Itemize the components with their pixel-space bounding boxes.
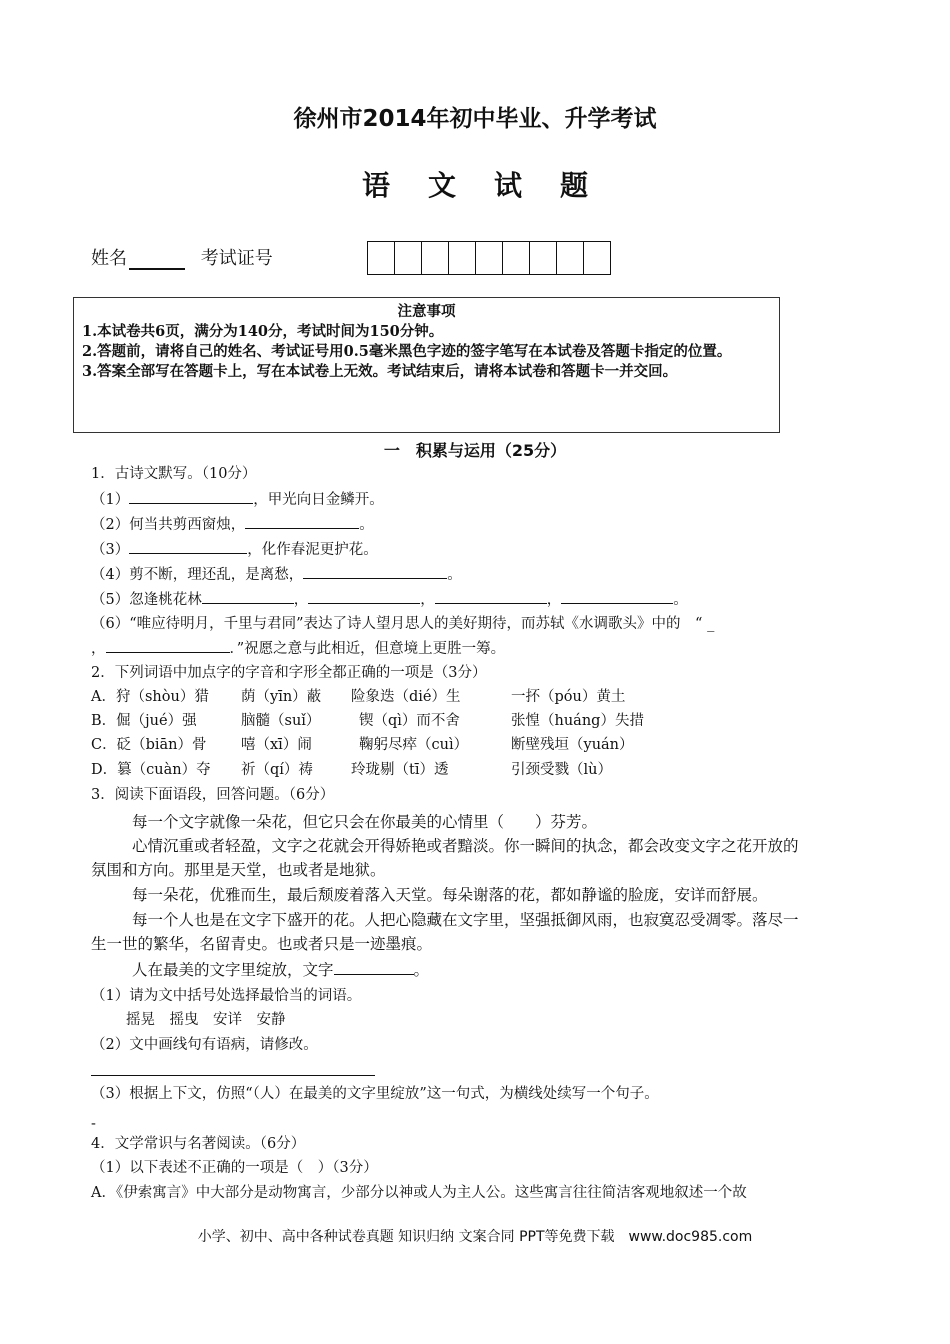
q3-stem: 3．阅读下面语段，回答问题。（6分） xyxy=(91,787,335,803)
answer-blank[interactable] xyxy=(129,537,247,554)
id-box[interactable] xyxy=(584,242,610,274)
id-box[interactable] xyxy=(503,242,530,274)
q2-option-a[interactable]: A．狩（shòu）猎 荫（yīn）蔽 险象迭（dié）生 一抔（póu）黄土 xyxy=(91,689,626,705)
answer-blank[interactable] xyxy=(303,562,447,579)
notice-item: 2.答题前，请将自己的姓名、考试证号用0.5毫米黑色字迹的签字笔写在本试卷及答题卡指定的位置。 xyxy=(82,343,732,360)
answer-blank[interactable] xyxy=(561,587,673,604)
q3-paragraph: 人在最美的文字里绽放，文字 。 xyxy=(132,958,429,982)
id-box[interactable] xyxy=(476,242,503,274)
q3-sub1: （1）请为文中括号处选择最恰当的词语。 xyxy=(91,988,362,1004)
answer-blank[interactable] xyxy=(202,587,294,604)
q2-option-b[interactable]: B．倔（jué）强 脑髓（suǐ） 锲（qì）而不舍 张惶（huáng）失措 xyxy=(91,713,644,729)
dash-mark: - xyxy=(91,1116,96,1132)
q3-sub3: （3）根据上下文，仿照“（人）在最美的文字里绽放”这一句式，为横线处续写一个句子。 xyxy=(91,1086,659,1102)
answer-line[interactable] xyxy=(91,1075,375,1076)
q1-part3: （3） ，化作春泥更护花。 xyxy=(91,537,378,562)
student-info-row xyxy=(91,243,273,275)
id-box[interactable] xyxy=(449,242,476,274)
id-box[interactable] xyxy=(395,242,422,274)
id-box[interactable] xyxy=(422,242,449,274)
id-box[interactable] xyxy=(530,242,557,274)
notice-item: 1.本试卷共6页，满分为140分，考试时间为150分钟。 xyxy=(82,323,444,340)
id-label: 考试证号 xyxy=(200,248,273,269)
q2-option-c[interactable]: C．砭（biān）骨 嘻（xī）闹 鞠躬尽瘁（cuì） 断壁残垣（yuán） xyxy=(91,737,634,753)
q3-sub2: （2）文中画线句有语病，请修改。 xyxy=(91,1037,318,1053)
id-box[interactable] xyxy=(368,242,395,274)
q4-stem: 4．文学常识与名著阅读。（6分） xyxy=(91,1136,306,1152)
id-number-boxes[interactable] xyxy=(367,241,611,275)
q1-stem: 1．古诗文默写。（10分） xyxy=(91,466,257,482)
q3-paragraph: 每一个人也是在文字下盛开的花。人把心隐藏在文字里，坚强抵御风雨，也寂寞忍受凋零。落尽一 xyxy=(132,911,799,929)
q1-part6: （6）“唯应待明月，千里与君同”表达了诗人望月思人的美好期待，而苏轼《水调歌头》中的 “ _ xyxy=(91,616,715,632)
answer-blank[interactable] xyxy=(245,512,359,529)
q1-part6-cont: ， ．”祝愿之意与此相近，但意境上更胜一筹。 xyxy=(91,636,505,661)
name-label: 姓名 xyxy=(91,248,127,269)
q3-paragraph: 每一朵花，优雅而生，最后颓废着落入天堂。每朵谢落的花，都如静谧的脸庞，安详而舒展。 xyxy=(132,886,768,904)
name-blank[interactable] xyxy=(129,248,185,270)
q2-option-d[interactable]: D．篡（cuàn）夺 祈（qí）祷 玲珑剔（tī）透 引颈受戮（lù） xyxy=(91,762,612,778)
notice-heading: 注意事项 xyxy=(397,303,456,320)
section-heading: 一 积累与运用（25分） xyxy=(383,441,567,460)
exam-title: 徐州市2014年初中毕业、升学考试 xyxy=(293,106,657,132)
q3-paragraph-cont: 氛围和方向。那里是天堂，也或者是地狱。 xyxy=(91,861,386,879)
notice-box xyxy=(73,297,780,433)
q3-paragraph: 每一个文字就像一朵花，但它只会在你最美的心情里（ ）芬芳。 xyxy=(132,813,598,831)
q1-part2: （2）何当共剪西窗烛， 。 xyxy=(91,512,374,537)
q1-part4: （4）剪不断，理还乱，是离愁， 。 xyxy=(91,562,462,587)
answer-blank[interactable] xyxy=(308,587,420,604)
q1-part1: （1） ，甲光向日金鳞开。 xyxy=(91,487,384,512)
answer-blank[interactable] xyxy=(435,587,547,604)
q4-option-a: A．《伊索寓言》中大部分是动物寓言，少部分以神或人为主人公。这些寓言往往简洁客观地叙述一个故 xyxy=(91,1185,747,1201)
answer-blank[interactable] xyxy=(334,958,414,975)
q3-choices: 摇晃 摇曳 安详 安静 xyxy=(126,1012,286,1028)
q3-paragraph-cont: 生一世的繁华，名留青史。也或者只是一迹墨痕。 xyxy=(91,935,433,953)
id-box[interactable] xyxy=(557,242,584,274)
subject-title: 语文试题 xyxy=(361,169,626,202)
answer-blank[interactable] xyxy=(106,636,230,653)
q3-paragraph: 心情沉重或者轻盈，文字之花就会开得娇艳或者黯淡。你一瞬间的执念，都会改变文字之花开放的 xyxy=(132,837,799,855)
q4-sub1: （1）以下表述不正确的一项是（ ）（3分） xyxy=(91,1160,378,1176)
q2-stem: 2．下列词语中加点字的字音和字形全都正确的一项是（3分） xyxy=(91,665,487,681)
q1-part5: （5）忽逢桃花林 ， ， ， 。 xyxy=(91,587,688,612)
answer-blank[interactable] xyxy=(129,487,253,504)
notice-item: 3.答案全部写在答题卡上，写在本试卷上无效。考试结束后，请将本试卷和答题卡一并交回。 xyxy=(82,363,678,380)
footer-text: 小学、初中、高中各种试卷真题 知识归纳 文案合同 PPT等免费下载 www.doc985.com xyxy=(197,1229,753,1245)
